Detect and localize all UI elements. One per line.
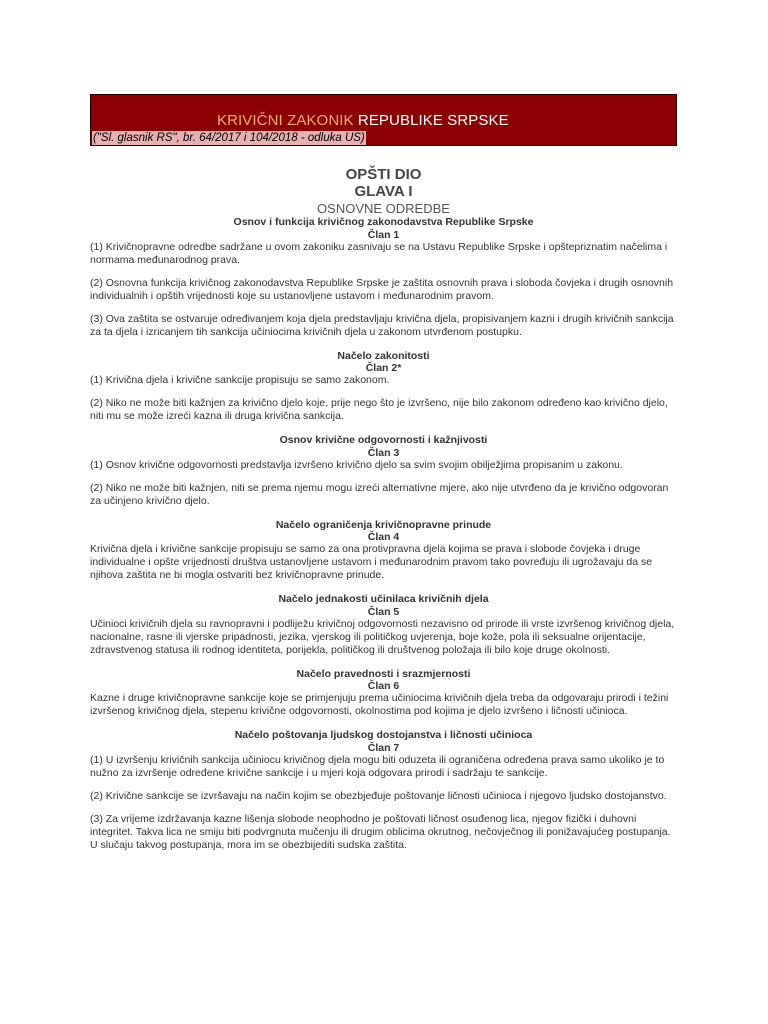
article-number: Član 1 (367, 228, 400, 241)
article-number: Član 6 (367, 680, 400, 692)
article-title: Osnov i funkcija krivičnog zakonodavstva Republike Srpske (233, 216, 534, 228)
document-header-banner (90, 94, 677, 146)
article-number: Član 7 (367, 741, 400, 754)
article-title: Načelo pravednosti i srazmjernosti (296, 667, 471, 680)
document-source-reference: ("Sl. glasnik RS", br. 64/2017 i 104/2018 - odluka US) (93, 132, 365, 144)
article-paragraph: (1) U izvršenju krivičnih sankcija učiniocu krivičnog djela mogu biti oduzeta ili ograničena određena prava samo ukoliko je to nužno za izvršenje određene krivične sankcije i u mjeri koja odgovara prirodi i sadržaju te sankcije. (90, 753, 665, 779)
article-paragraph: (3) Ova zaštita se ostvaruje određivanjem koja djela predstavljaju krivična djela, propisivanjem kazni i drugih krivičnih sankcija za ta djela i izricanjem tih sankcija učiniocima krivičnih djela u zakonom utvrđenom postupku. (90, 312, 674, 338)
article-2 (90, 350, 677, 424)
article-7 (90, 729, 677, 852)
article-title: Načelo jednakosti učinilaca krivičnih djela (278, 593, 489, 605)
article-title: Načelo poštovanja ljudskog dostojanstva i ličnosti učinioca (234, 729, 533, 741)
chapter-heading: GLAVA I (354, 183, 413, 200)
article-title: Načelo zakonitosti (337, 349, 430, 362)
article-1 (90, 216, 677, 339)
part-heading: OPŠTI DIO (345, 166, 422, 183)
article-paragraph: (2) Niko ne može biti kažnjen za krivično djelo koje, prije nego što je izvršeno, nije bilo zakonom određeno kao krivično djelo, niti mu se može izreći kazna ili druga krivična sankcija. (90, 397, 668, 422)
article-number: Član 2* (365, 362, 402, 374)
document-title-accent: KRIVIČNI ZAKONIK (217, 112, 354, 129)
article-paragraph: Krivična djela i krivične sankcije propisuju se samo za ona protivpravna djela kojima se prava i slobode čovjeka i druge individualne i opšte vrijednosti društva ustanovljene ustavom i međunarodnim pravom tako povređuju ili ugrožavaju da se njihova zaštita ne bi mogla ostvariti bez krivičnopravne prinude. (90, 543, 653, 581)
article-paragraph: (1) Krivična djela i krivične sankcije propisuju se samo zakonom. (90, 374, 390, 386)
article-paragraph: (3) Za vrijeme izdržavanja kazne lišenja slobode neophodno je poštovati ličnost osuđenog lica, njegov fizički i duhovni integritet. Takva lica ne smiju biti podvrgnuta mučenju ili drugim oblicima okrutnog, nečovječnog ili ponižavajućeg postupanja. U slučaju takvog postupanja, mora im se obezbijediti sudska zaštita. (90, 812, 671, 851)
article-paragraph: (1) Osnov krivične odgovornosti predstavlja izvršeno krivično djelo sa svim svojim obilježjima propisanim u zakonu. (90, 458, 623, 471)
document-title-rest: REPUBLIKE SRPSKE (353, 112, 509, 129)
article-number: Član 3 (367, 446, 400, 459)
article-paragraph: Kazne i druge krivičnopravne sankcije koje se primjenjuju prema učiniocima krivičnih djela treba da odgovaraju prirodi i težini izvršenog krivičnog djela, stepenu krivične odgovornosti, okolnostima pod kojima je djelo izvršeno i ličnosti učinioca. (90, 692, 669, 717)
article-title: Osnov krivične odgovornosti i kažnjivosti (279, 434, 488, 446)
article-paragraph: (2) Osnovna funkcija krivičnog zakonodavstva Republike Srpske je zaštita osnovnih prava i sloboda čovjeka i drugih osnovnih individualnih i opštih vrijednosti koje su ustanovljene ustavom i međunarodnim pravom. (90, 276, 674, 302)
article-3 (90, 434, 677, 508)
article-number: Član 4 (367, 531, 400, 543)
article-6 (90, 668, 677, 719)
chapter-name: OSNOVNE ODREDBE (317, 201, 450, 216)
article-paragraph: (2) Niko ne može biti kažnjen, niti se prema njemu mogu izreći alternativne mjere, ako nije utvrđeno da je krivično odgovoran za učinjeno krivično djelo. (90, 481, 669, 507)
article-title: Načelo ograničenja krivičnopravne prinude (275, 518, 492, 531)
article-5 (90, 593, 677, 657)
article-number: Član 5 (367, 605, 400, 618)
article-paragraph: Učinioci krivičnih djela su ravnopravni i podliježu krivičnoj odgovornosti nezavisno od prirode ili vrste izvršenog krivičnog djela, nacionalne, rasne ili vjerske pripadnosti, jezika, vjerskog ili političkog uvjerenja, boje kože, pola ili seksualne orijentacije, zdravstvenog statusa ili rodnog identiteta, porijekla, političkog ili društvenog položaja ili bilo koje druge okolnosti. (90, 617, 675, 656)
document-body (90, 164, 677, 852)
article-paragraph: (2) Krivične sankcije se izvršavaju na način kojim se obezbjeđuje poštovanje ličnosti učinioca i njegovo ljudsko dostojanstvo. (90, 789, 667, 802)
document-title (217, 112, 509, 129)
article-paragraph: (1) Krivičnopravne odredbe sadržane u ovom zakoniku zasnivaju se na Ustavu Republike Srpske i opštepriznatim načelima i normama međunarodnog prava. (90, 240, 668, 266)
article-4 (90, 519, 677, 583)
